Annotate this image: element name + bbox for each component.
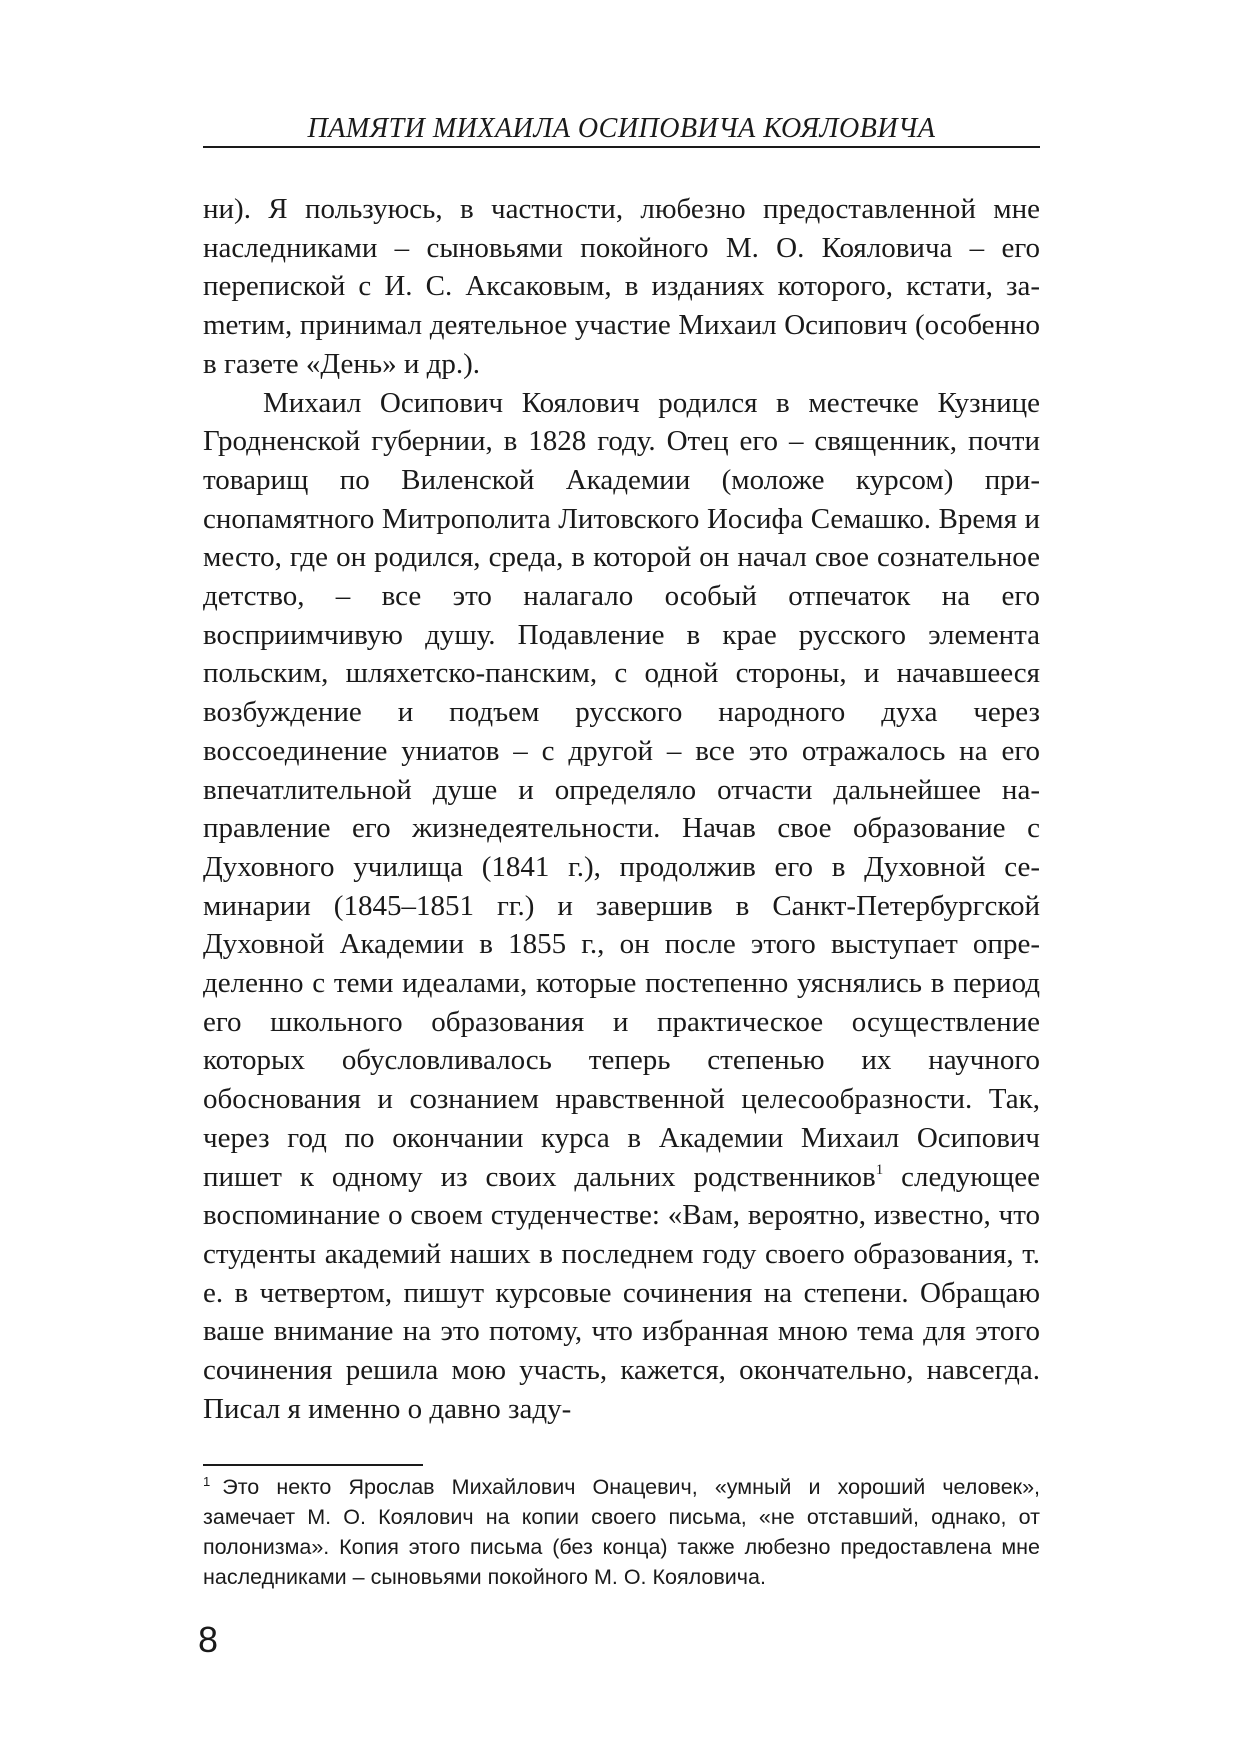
paragraph-2-part-1: Михаил Осипович Коялович родился в местечке Кузнице Гродненской губернии, в 1828 году. Отец его – священник, почти товарищ по Виленской Академии (моложе курсом) приснопамятного Митрополита Литовского Иосифа Семашко. Время и место, где он родился, среда, в которой он начал свое сознательное детство, – все это налагало особый отпечаток на его восприимчивую душу. Подавление в крае русского элемента польским, шляхетско-панским, с одной стороны, и начавшееся возбуждение и подъем русского народного духа через воссоединение униатов – с другой – все это отражалось на его впечатлительной душе и определяло отчасти дальнейшее направление его жизнедеятельности. Начав свое образование с Духовного училища (1841 г.), продолжив его в Духовной семинарии (1845–1851 гг.) и завершив в Санкт-Петербургской Духовной Академии в 1855 г., он после этого выступает определенно с теми идеалами, которые постепенно уяснялись в период его школьного образования и практическое осуществление которых обусловливалось теперь степенью их научного обоснования и сознанием нравственной целесообразности. Так, через год по окончании курса в Академии Михаил Осипович пишет к одному из своих дальних родственников xyxy=(203,386,1040,1193)
footnote-mark: 1 xyxy=(203,1474,211,1489)
page-number: 8 xyxy=(198,1619,219,1660)
footnote-rule xyxy=(203,1464,423,1466)
paragraph-2 xyxy=(203,384,1040,1429)
header-rule xyxy=(203,146,1040,148)
footnote-reference[interactable]: 1 xyxy=(875,1161,884,1178)
footnote xyxy=(203,1472,1040,1592)
paragraph-1: ни). Я пользуюсь, в частности, любезно предоставленной мне наследниками – сыновьями покойного М. О. Кояловича – его перепиской с И. С. Аксаковым, в изданиях которого, кстати, заmетим, принимал деятельное участие Михаил Осипович (особенно в газете «День» и др.). xyxy=(203,193,1040,380)
paragraph-2-part-2: следующее воспоминание о своем студенчестве: «Вам, вероятно, известно, что студенты академий наших в последнем году своего образования, т. е. в четвертом, пишут курсовые сочинения на степени. Обращаю ваше внимание на это потому, что избранная мною тема для этого сочинения решила мою участь, кажется, окончательно, навсегда. Писал я именно о давно заду- xyxy=(203,1160,1041,1425)
running-title: ПАМЯТИ МИХАИЛА ОСИПОВИЧА КОЯЛОВИЧА xyxy=(307,113,936,144)
footnote-text: Это некто Ярослав Михайлович Онацевич, «умный и хороший человек», замечает М. О. Коялович на копии своего письма, «не отставший, однако, от полонизма». Копия этого письма (без конца) также любезно предоставлена мне наследниками – сыновьями покойного М. О. Кояловича. xyxy=(203,1475,1040,1589)
body-text xyxy=(203,190,1040,1429)
